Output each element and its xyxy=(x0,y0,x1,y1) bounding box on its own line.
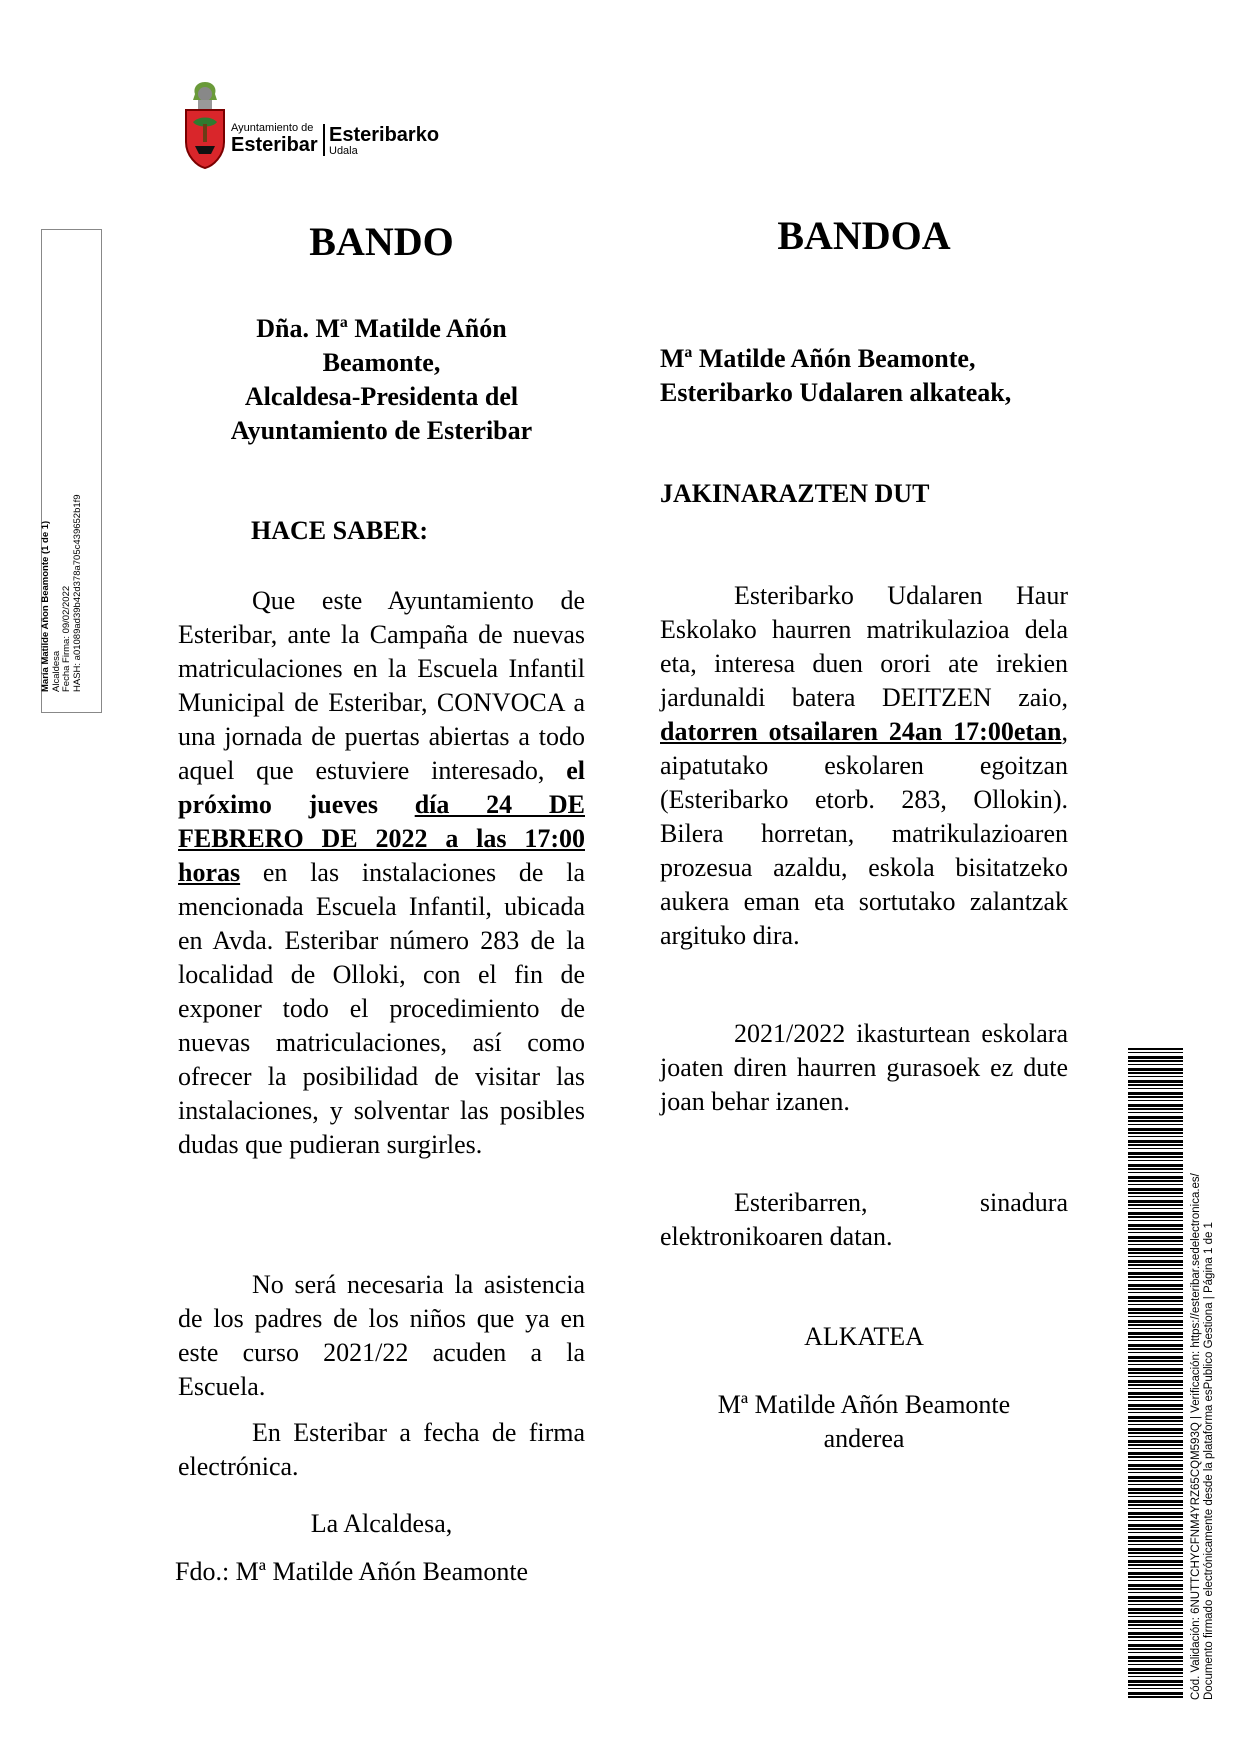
left-p3-text: En Esteribar a fecha de firma electrónica. xyxy=(178,1418,585,1481)
logo-small-right: Udala xyxy=(329,145,358,157)
right-paragraph-2 xyxy=(660,1017,1068,1119)
logo-text-right xyxy=(329,124,439,157)
left-name-line4: Ayuntamiento de Esteribar xyxy=(230,416,533,445)
right-name-line1: Mª Matilde Añón Beamonte, xyxy=(660,344,976,373)
left-title: BANDO xyxy=(309,219,454,264)
signature-signer: María Matilde Añon Beamonte (1 de 1) xyxy=(40,520,51,692)
right-p1-text-a: Esteribarko Udalaren Haur Eskolako haurren matrikulazioa dela eta, interesa duen orori ate irekien jardunaldi batera DEITZEN zaio, xyxy=(660,581,1068,712)
logo-name-right: Esteribarko xyxy=(329,124,440,146)
logo-divider xyxy=(323,124,325,156)
left-paragraph-3 xyxy=(178,1416,585,1484)
right-sign-name: Mª Matilde Añón Beamonte xyxy=(717,1390,1011,1419)
left-name-line2: Beamonte, xyxy=(322,348,441,377)
signature-box-text xyxy=(41,212,83,692)
validation-text xyxy=(1190,1060,1216,1700)
left-paragraph-1 xyxy=(178,584,585,1162)
right-paragraph-3 xyxy=(660,1186,1068,1254)
right-signature-block xyxy=(660,1388,1068,1456)
left-p1-text-a: Que este Ayuntamiento de Esteribar, ante la Campaña de nuevas matriculaciones en la Escuela Infantil Municipal de Esteribar, CONVOCA a una jornada de puertas abiertas a todo aquel que estuviere interesado, xyxy=(178,586,585,785)
right-signer-block xyxy=(660,342,1068,410)
left-signer-block xyxy=(178,312,585,448)
right-p1-text-b: , aipatutako eskolaren egoitzan (Esteribarko etorb. 283, Ollokin). Bilera horretan, matrikulazioaren prozesua azaldu, eskola bisitatzeko aukera eman eta sortutako zalantzak argituko dira. xyxy=(660,717,1068,950)
right-p3-text: Esteribarren, sinadura elektronikoaren datan. xyxy=(660,1188,1068,1251)
left-p1-bold: el próximo jueves xyxy=(178,756,585,819)
right-alkatea: ALKATEA xyxy=(804,1322,924,1351)
left-hace-saber: HACE SABER: xyxy=(251,516,428,545)
right-jakinarazten: JAKINARAZTEN DUT xyxy=(660,479,930,508)
right-sign-title: anderea xyxy=(823,1424,905,1453)
logo-small-left: Ayuntamiento de xyxy=(231,122,314,134)
left-name-line3: Alcaldesa-Presidenta del xyxy=(244,382,519,411)
coat-of-arms-icon xyxy=(183,80,228,170)
right-paragraph-1 xyxy=(660,579,1068,953)
left-p1-date: día 24 DE FEBRERO DE 2022 a las 17:00 horas xyxy=(178,790,585,887)
signature-role: Alcaldesa xyxy=(50,650,62,692)
right-title: BANDOA xyxy=(777,213,951,258)
left-p2-text: No será necesaria la asistencia de los padres de los niños que ya en este curso 2021/22 acuden a la Escuela. xyxy=(178,1270,585,1401)
validation-line2: Documento firmado electrónicamente desde la plataforma esPublico Gestiona | Página 1 de 1 xyxy=(1203,1222,1215,1700)
barcode xyxy=(1128,1048,1183,1698)
logo-name-left: Esteribar xyxy=(231,134,318,156)
validation-line1: Cód. Validación: 6NUTTCHYCFNM4YRZ65CQM593Q | Verificación: https://esteribar.sedelectronica.es/ xyxy=(1190,1173,1202,1700)
left-signature: Fdo.: Mª Matilde Añón Beamonte xyxy=(175,1557,529,1586)
logo-text-left xyxy=(231,122,318,156)
left-closing: La Alcaldesa, xyxy=(310,1509,453,1538)
right-p2-text: 2021/2022 ikasturtean eskolara joaten diren haurren gurasoek ez dute joan behar izanen. xyxy=(660,1019,1068,1116)
signature-date: Fecha Firma: 09/02/2022 xyxy=(61,585,72,692)
left-name-line1: Dña. Mª Matilde Añón xyxy=(256,314,507,343)
left-p1-text-b: en las instalaciones de la mencionada Escuela Infantil, ubicada en Avda. Esteribar número 283 de la localidad de Olloki, con el fin de exponer todo el procedimiento de nuevas matriculaciones, así como ofrecer la posibilidad de visitar las instalaciones, y solventar las posibles dudas que pudieran surgirles. xyxy=(178,858,585,1159)
municipal-logo xyxy=(183,80,453,170)
left-paragraph-2 xyxy=(178,1268,585,1404)
signature-hash: HASH: a01089ad39b42d378a705c439652b1f9 xyxy=(71,494,83,692)
right-p1-date: datorren otsailaren 24an 17:00etan xyxy=(660,717,1062,746)
right-name-line2: Esteribarko Udalaren alkateak, xyxy=(660,378,1012,407)
